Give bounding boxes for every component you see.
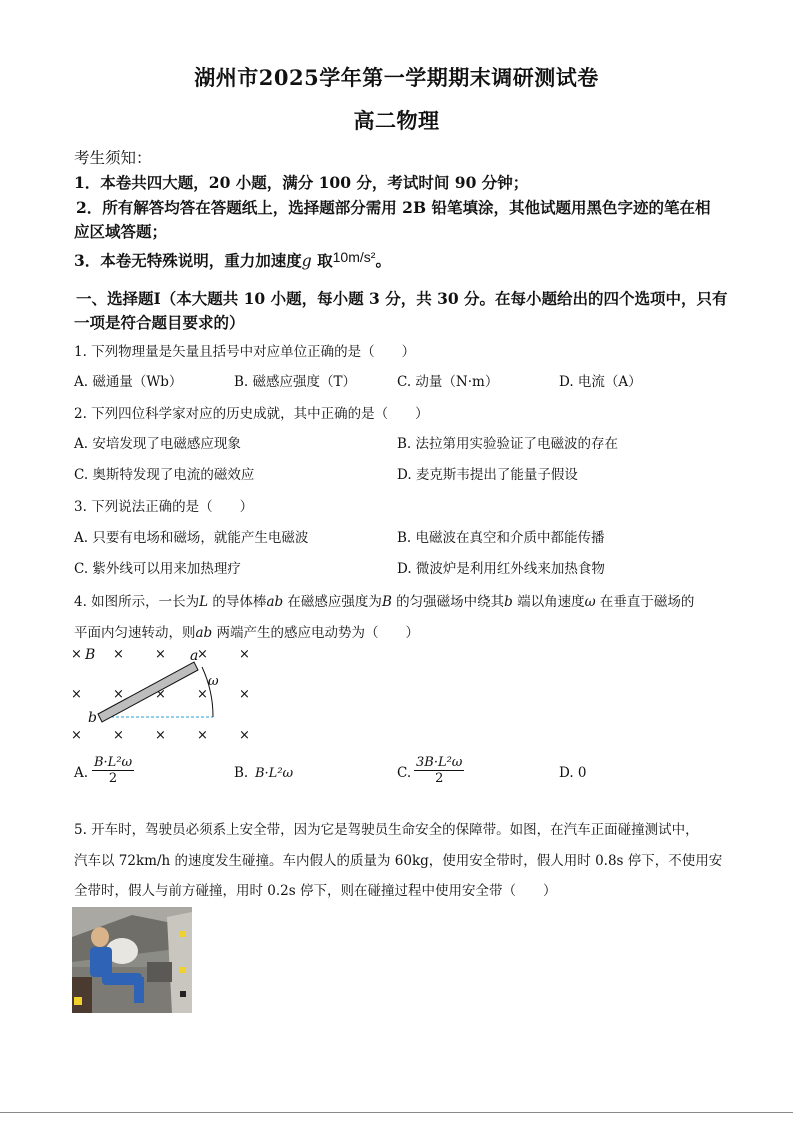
- q4-option-a-fraction: $\frac{\text{B·L²ω}}{2}$: [94, 755, 133, 786]
- field-cross: ×: [71, 647, 82, 662]
- section-1-header-line-2: 一项是符合题目要求的）: [74, 313, 245, 332]
- q1-option-d: D. 电流（A）: [559, 374, 642, 390]
- page-footer-divider: [0, 1112, 793, 1113]
- notice-heading: 考生须知：: [74, 149, 152, 167]
- notice-item-1: 1．本卷共四大题，20 小题，满分 100 分，考试时间 90 分钟；: [74, 173, 529, 192]
- crash-test-photo: [72, 907, 192, 1013]
- q3-stem: 3. 下列说法正确的是（ ）: [74, 499, 254, 515]
- label-omega: ω: [208, 674, 219, 689]
- field-cross: ×: [197, 687, 208, 702]
- field-cross: ×: [71, 728, 82, 743]
- q5-stem-line-2: 汽车以 72km/h 的速度发生碰撞。车内假人的质量为 60kg，使用安全带时，假人用时 0.8s 停下，不使用安: [74, 853, 723, 869]
- notice-item-2-line-2: 应区域答题；: [74, 222, 168, 241]
- field-cross: ×: [71, 687, 82, 702]
- q3-option-c: C. 紫外线可以用来加热理疗: [74, 561, 241, 577]
- q2-option-d: D. 麦克斯韦提出了能量子假设: [397, 467, 578, 483]
- label-b: b: [88, 710, 97, 726]
- q4-stem-line-2: 平面内匀速转动，则ab 两端产生的感应电动势为（ ）: [74, 625, 419, 641]
- q4-option-c-fraction: $\frac{\text{3B·L²ω}}{2}$: [416, 755, 463, 786]
- field-cross: ×: [155, 647, 166, 662]
- label-B: B: [85, 647, 96, 663]
- field-cross: ×: [239, 728, 250, 743]
- field-cross: ×: [113, 728, 124, 743]
- field-cross: ×: [155, 728, 166, 743]
- field-cross: ×: [239, 687, 250, 702]
- field-cross: ×: [155, 687, 166, 702]
- q1-option-a: A. 磁通量（Wb）: [74, 374, 183, 390]
- q5-stem-line-1: 5. 开车时，驾驶员必须系上安全带，因为它是驾驶员生命安全的保障带。如图，在汽车正面碰撞测试中，: [74, 822, 699, 838]
- q4-option-d: D. 0: [559, 765, 587, 781]
- q4-magnetic-field-figure: [68, 642, 268, 747]
- q2-option-b: B. 法拉第用实验验证了电磁波的存在: [397, 436, 619, 452]
- q2-stem: 2. 下列四位科学家对应的历史成就，其中正确的是（ ）: [74, 406, 429, 422]
- q4-option-a-label: A.: [74, 765, 89, 781]
- q4-option-c-label: C.: [397, 765, 412, 781]
- q3-option-a: A. 只要有电场和磁场，就能产生电磁波: [74, 530, 309, 546]
- q2-option-a: A. 安培发现了电磁感应现象: [74, 436, 241, 452]
- q3-option-b: B. 电磁波在真空和介质中都能传播: [397, 530, 605, 546]
- field-cross: ×: [113, 687, 124, 702]
- notice-item-3: 3．本卷无特殊说明，重力加速度g 取10m/s²。: [74, 249, 391, 270]
- exam-title: 湖州市2025学年第一学期期末调研测试卷: [194, 65, 599, 90]
- exam-subtitle: 高二物理: [353, 108, 440, 133]
- gravity-value: 10m/s²: [332, 249, 376, 265]
- q1-option-b: B. 磁感应强度（T）: [234, 374, 357, 390]
- field-cross: ×: [197, 647, 208, 662]
- q3-option-d: D. 微波炉是利用红外线来加热食物: [397, 561, 605, 577]
- q5-stem-line-3: 全带时，假人与前方碰撞，用时 0.2s 停下，则在碰撞过程中使用安全带（ ）: [74, 883, 557, 899]
- field-cross: ×: [197, 728, 208, 743]
- field-cross: ×: [239, 647, 250, 662]
- field-cross: ×: [113, 647, 124, 662]
- q1-option-c: C. 动量（N·m）: [397, 374, 499, 390]
- q1-stem: 1. 下列物理量是矢量且括号中对应单位正确的是（ ）: [74, 344, 416, 360]
- notice-item-2-line-1: 2．所有解答均答在答题纸上，选择题部分需用 2B 铅笔填涂，其他试题用黑色字迹的笔在相: [76, 198, 711, 217]
- q4-option-b-expression: B·L²ω: [255, 766, 294, 781]
- label-a: a: [190, 648, 199, 664]
- q4-option-b-label: B.: [234, 765, 249, 781]
- section-1-header-line-1: 一、选择题Ⅰ（本大题共 10 小题，每小题 3 分，共 30 分。在每小题给出的四个选项中，只有: [76, 289, 728, 308]
- q2-option-c: C. 奥斯特发现了电流的磁效应: [74, 467, 255, 483]
- q4-stem-line-1: 4. 如图所示，一长为L 的导体棒ab 在磁感应强度为B 的匀强磁场中绕其b 端以角速度ω 在垂直于磁场的: [74, 594, 695, 610]
